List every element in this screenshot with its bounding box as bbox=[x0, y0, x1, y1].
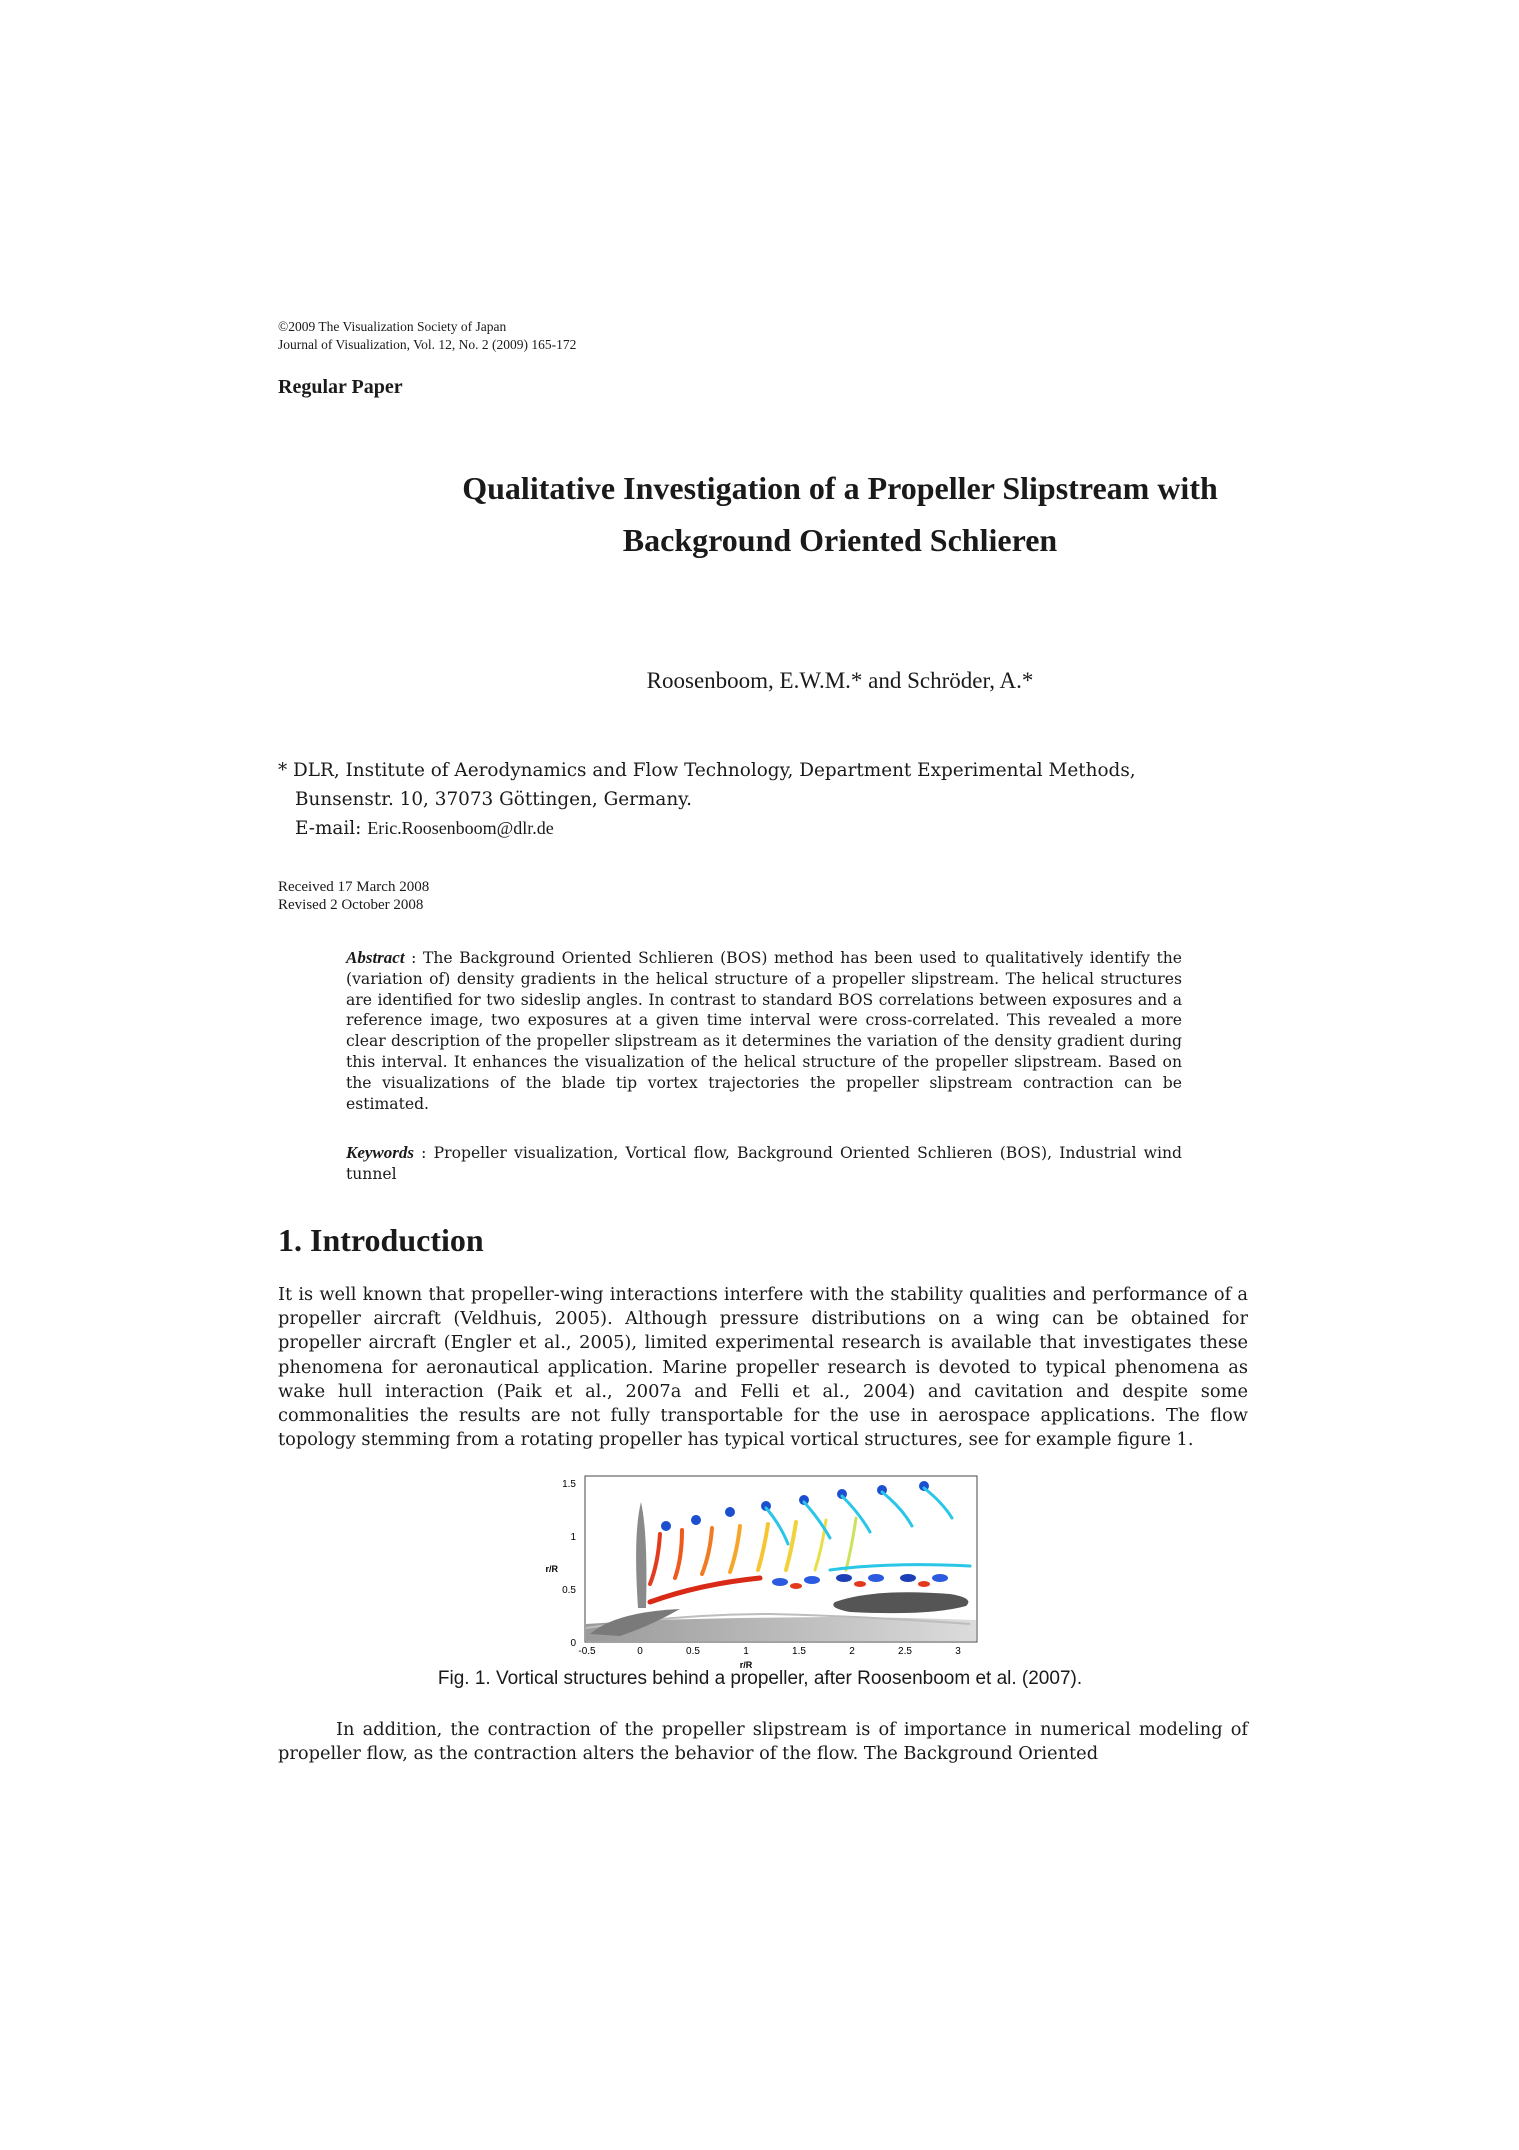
abstract-separator: : bbox=[404, 949, 423, 967]
keywords bbox=[346, 1143, 1182, 1185]
revised-date: Revised 2 October 2008 bbox=[278, 897, 424, 913]
email-label: E-mail: bbox=[295, 818, 362, 839]
received-date: Received 17 March 2008 bbox=[278, 879, 430, 895]
paper-title bbox=[280, 462, 1400, 566]
abstract-label: Abstract bbox=[346, 948, 405, 967]
x-tick-1.5: 1.5 bbox=[792, 1646, 806, 1657]
y-tick-0.5: 0.5 bbox=[562, 1585, 576, 1596]
x-tick-2: 2 bbox=[849, 1646, 855, 1657]
x-tick-0.5: 0.5 bbox=[686, 1646, 700, 1657]
x-tick-1: 1 bbox=[743, 1646, 749, 1657]
section-heading: 1. Introduction bbox=[278, 1222, 484, 1258]
y-tick-1: 1 bbox=[570, 1532, 576, 1543]
affiliation-line-1: * DLR, Institute of Aerodynamics and Flow Technology, Department Experimental Methods, bbox=[278, 760, 1136, 781]
affiliation bbox=[278, 756, 1136, 843]
x-tick-3: 3 bbox=[955, 1646, 961, 1657]
title-line-1: Qualitative Investigation of a Propeller Slipstream with bbox=[462, 470, 1218, 506]
x-tick-0: 0 bbox=[637, 1646, 643, 1657]
x-axis-label: r/R bbox=[739, 1660, 753, 1670]
journal-header bbox=[278, 318, 576, 354]
authors: Roosenboom, E.W.M.* and Schröder, A.* bbox=[646, 668, 1034, 693]
y-tick-0: 0 bbox=[570, 1638, 576, 1649]
copyright-line: ©2009 The Visualization Society of Japan bbox=[278, 319, 507, 334]
abstract-text: The Background Oriented Schlieren (BOS) method has been used to qualitatively identify the (variation of) density gradients in the helical structure of a propeller slipstream. The helical structures are identified for two sideslip angles. In contrast to standard BOS correlations between exposures and a reference image, two exposures at a given time interval were cross-correlated. This revealed a more clear description of the propeller slipstream as it determines the variation of the density gradient during this interval. It enhances the visualization of the helical structure of the propeller slipstream. Based on the visualizations of the blade tip vortex trajectories the propeller slipstream contraction can be estimated. bbox=[346, 949, 1182, 1113]
intro-paragraph-1: It is well known that propeller-wing interactions interfere with the stability qualities and performance of a propeller aircraft (Veldhuis, 2005). Although pressure distributions on a wing can be obtained for propeller aircraft (Engler et al., 2005), limited experimental research is available that investigates these phenomena for aeronautical application. Marine propeller research is devoted to typical phenomena as wake hull interaction (Paik et al., 2007a and Felli et al., 2004) and cavitation and despite some commonalities the results are not fully transportable for the use in aerospace applications. The flow topology stemming from a rotating propeller has typical vortical structures, see for example figure 1. bbox=[278, 1284, 1248, 1451]
y-axis-label: r/R bbox=[545, 1564, 558, 1574]
dates bbox=[278, 878, 429, 914]
affiliation-line-2: Bunsenstr. 10, 37073 Göttingen, Germany. bbox=[295, 789, 692, 810]
email-link[interactable]: Eric.Roosenboom@dlr.de bbox=[367, 818, 554, 838]
keywords-separator: : bbox=[414, 1144, 434, 1162]
intro-paragraph-2: In addition, the contraction of the propeller slipstream is of importance in numerical modeling of propeller flow, as the contraction alters the behavior of the flow. The Background Oriented bbox=[278, 1719, 1248, 1765]
keywords-label: Keywords bbox=[346, 1143, 414, 1162]
keywords-text: Propeller visualization, Vortical flow, Background Oriented Schlieren (BOS), Industrial wind tunnel bbox=[346, 1144, 1183, 1183]
x-tick--0.5: -0.5 bbox=[578, 1646, 596, 1657]
abstract bbox=[346, 948, 1182, 1114]
title-line-2: Background Oriented Schlieren bbox=[622, 522, 1058, 558]
figure-1 bbox=[530, 1474, 990, 1676]
figure-1-caption: Fig. 1. Vortical structures behind a propeller, after Roosenboom et al. (2007). bbox=[437, 1668, 1083, 1689]
y-tick-1.5: 1.5 bbox=[562, 1479, 576, 1490]
x-tick-2.5: 2.5 bbox=[898, 1646, 912, 1657]
email-line bbox=[278, 814, 1136, 843]
paper-type: Regular Paper bbox=[278, 376, 403, 398]
journal-citation: Journal of Visualization, Vol. 12, No. 2 (2009) 165-172 bbox=[278, 337, 577, 352]
